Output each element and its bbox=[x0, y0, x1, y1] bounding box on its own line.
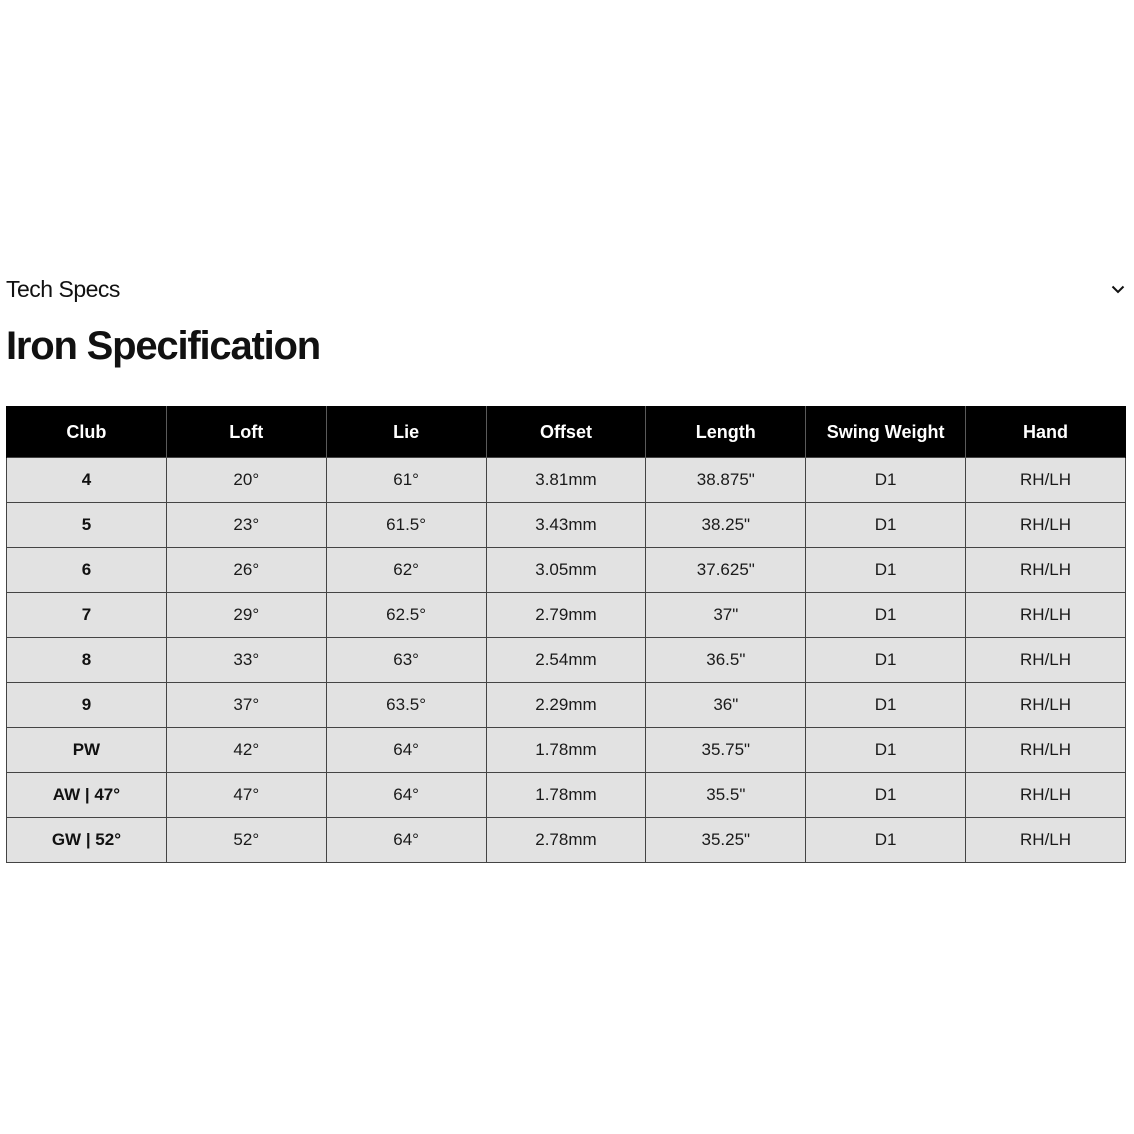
column-header-club: Club bbox=[7, 407, 167, 458]
cell-swing-weight: D1 bbox=[806, 683, 966, 728]
table-row bbox=[7, 503, 1126, 548]
cell-hand: RH/LH bbox=[966, 548, 1126, 593]
cell-club: PW bbox=[7, 728, 167, 773]
chevron-down-icon[interactable] bbox=[1110, 281, 1126, 297]
cell-hand: RH/LH bbox=[966, 773, 1126, 818]
cell-lie: 63° bbox=[326, 638, 486, 683]
cell-club: 7 bbox=[7, 593, 167, 638]
cell-loft: 52° bbox=[166, 818, 326, 863]
cell-club: 9 bbox=[7, 683, 167, 728]
cell-hand: RH/LH bbox=[966, 683, 1126, 728]
cell-length: 37" bbox=[646, 593, 806, 638]
cell-offset: 3.05mm bbox=[486, 548, 646, 593]
cell-length: 37.625" bbox=[646, 548, 806, 593]
table-row bbox=[7, 638, 1126, 683]
cell-swing-weight: D1 bbox=[806, 773, 966, 818]
section-title: Tech Specs bbox=[6, 275, 120, 302]
column-header-loft: Loft bbox=[166, 407, 326, 458]
table-row bbox=[7, 818, 1126, 863]
cell-lie: 64° bbox=[326, 818, 486, 863]
cell-offset: 2.79mm bbox=[486, 593, 646, 638]
table-row bbox=[7, 593, 1126, 638]
cell-length: 36" bbox=[646, 683, 806, 728]
table-row bbox=[7, 728, 1126, 773]
cell-loft: 26° bbox=[166, 548, 326, 593]
table-row bbox=[7, 548, 1126, 593]
cell-loft: 33° bbox=[166, 638, 326, 683]
column-header-lie: Lie bbox=[326, 407, 486, 458]
cell-offset: 2.29mm bbox=[486, 683, 646, 728]
table-body bbox=[7, 458, 1126, 863]
tech-specs-toggle[interactable] bbox=[6, 272, 1126, 306]
cell-offset: 2.78mm bbox=[486, 818, 646, 863]
cell-swing-weight: D1 bbox=[806, 638, 966, 683]
table-row bbox=[7, 773, 1126, 818]
column-header-hand: Hand bbox=[966, 407, 1126, 458]
cell-club: 8 bbox=[7, 638, 167, 683]
cell-swing-weight: D1 bbox=[806, 818, 966, 863]
cell-loft: 23° bbox=[166, 503, 326, 548]
cell-offset: 2.54mm bbox=[486, 638, 646, 683]
cell-hand: RH/LH bbox=[966, 503, 1126, 548]
cell-length: 38.25" bbox=[646, 503, 806, 548]
table-row bbox=[7, 683, 1126, 728]
cell-offset: 1.78mm bbox=[486, 773, 646, 818]
cell-swing-weight: D1 bbox=[806, 458, 966, 503]
cell-lie: 62.5° bbox=[326, 593, 486, 638]
cell-hand: RH/LH bbox=[966, 593, 1126, 638]
cell-lie: 63.5° bbox=[326, 683, 486, 728]
cell-hand: RH/LH bbox=[966, 818, 1126, 863]
cell-offset: 3.43mm bbox=[486, 503, 646, 548]
cell-length: 36.5" bbox=[646, 638, 806, 683]
cell-length: 35.75" bbox=[646, 728, 806, 773]
cell-club: GW | 52° bbox=[7, 818, 167, 863]
cell-club: AW | 47° bbox=[7, 773, 167, 818]
column-header-length: Length bbox=[646, 407, 806, 458]
cell-swing-weight: D1 bbox=[806, 593, 966, 638]
cell-lie: 64° bbox=[326, 773, 486, 818]
cell-lie: 61° bbox=[326, 458, 486, 503]
cell-length: 35.25" bbox=[646, 818, 806, 863]
cell-lie: 64° bbox=[326, 728, 486, 773]
cell-length: 35.5" bbox=[646, 773, 806, 818]
cell-loft: 42° bbox=[166, 728, 326, 773]
cell-club: 4 bbox=[7, 458, 167, 503]
page-title: Iron Specification bbox=[6, 324, 321, 368]
cell-hand: RH/LH bbox=[966, 458, 1126, 503]
table-row bbox=[7, 458, 1126, 503]
cell-swing-weight: D1 bbox=[806, 503, 966, 548]
column-header-swing-weight: Swing Weight bbox=[806, 407, 966, 458]
cell-length: 38.875" bbox=[646, 458, 806, 503]
table-header-row bbox=[7, 407, 1126, 458]
cell-hand: RH/LH bbox=[966, 728, 1126, 773]
cell-offset: 1.78mm bbox=[486, 728, 646, 773]
iron-spec-table bbox=[6, 406, 1126, 863]
cell-offset: 3.81mm bbox=[486, 458, 646, 503]
cell-hand: RH/LH bbox=[966, 638, 1126, 683]
cell-lie: 62° bbox=[326, 548, 486, 593]
cell-club: 6 bbox=[7, 548, 167, 593]
cell-swing-weight: D1 bbox=[806, 728, 966, 773]
cell-swing-weight: D1 bbox=[806, 548, 966, 593]
cell-lie: 61.5° bbox=[326, 503, 486, 548]
cell-loft: 29° bbox=[166, 593, 326, 638]
column-header-offset: Offset bbox=[486, 407, 646, 458]
cell-loft: 20° bbox=[166, 458, 326, 503]
cell-loft: 47° bbox=[166, 773, 326, 818]
cell-loft: 37° bbox=[166, 683, 326, 728]
cell-club: 5 bbox=[7, 503, 167, 548]
